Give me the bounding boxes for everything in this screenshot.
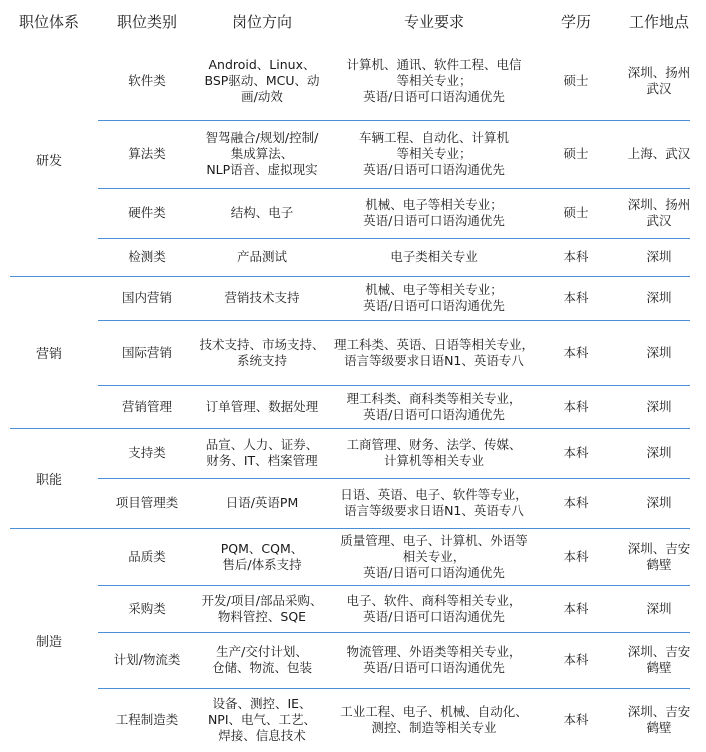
- header-2: 岗位方向: [231, 12, 292, 31]
- row-degree: 本科: [563, 249, 589, 264]
- group-label: 研发: [35, 153, 62, 169]
- row-major: 车辆工程、自动化、计算机 等相关专业； 英语/日语可口语沟通优先: [358, 130, 509, 177]
- row-major: 物流管理、外语类等相关专业， 英语/日语可口语沟通优先: [346, 644, 522, 675]
- row-direction: 生产/交付计划、 仓储、物流、包装: [211, 644, 312, 675]
- row-major: 电子类相关专业: [390, 249, 478, 264]
- row-location: 深圳: [646, 445, 672, 460]
- row-degree: 本科: [563, 495, 589, 510]
- row-location: 深圳、扬州 武汉: [627, 65, 691, 96]
- row-direction: Android、Linux、 BSP驱动、MCU、动 画/动效: [204, 57, 320, 104]
- row-degree: 本科: [563, 712, 589, 727]
- row-location: 深圳、吉安 鹤壁: [627, 644, 691, 675]
- row-category: 工程制造类: [115, 712, 179, 727]
- row-direction: 订单管理、数据处理: [205, 398, 319, 414]
- row-location: 深圳: [646, 290, 672, 305]
- row-degree: 本科: [563, 344, 589, 360]
- row-major: 机械、电子等相关专业； 英语/日语可口语沟通优先: [363, 197, 505, 228]
- row-category: 检测类: [128, 249, 166, 264]
- header-5: 工作地点: [628, 12, 689, 31]
- row-direction: 品宣、人力、证券、 财务、IT、档案管理: [205, 437, 319, 468]
- row-degree: 硕士: [563, 205, 589, 220]
- row-location: 深圳: [646, 398, 672, 414]
- row-direction: 设备、测控、IE、 NPI、电气、工艺、 焊接、信息技术: [207, 696, 317, 743]
- row-location: 深圳: [646, 344, 672, 360]
- row-major: 计算机、通讯、软件工程、电信 等相关专业； 英语/日语可口语沟通优先: [346, 57, 522, 104]
- row-major: 日语、英语、电子、软件等专业， 语言等级要求日语N1、英语专八: [340, 487, 528, 518]
- row-major: 电子、软件、商科等相关专业， 英语/日语可口语沟通优先: [346, 592, 522, 624]
- row-category: 项目管理类: [115, 495, 179, 510]
- group-label: 制造: [35, 634, 62, 650]
- row-category: 软件类: [128, 73, 166, 88]
- group-label: 营销: [35, 346, 62, 362]
- row-category: 国际营销: [121, 344, 172, 360]
- row-direction: 营销技术支持: [224, 290, 300, 305]
- row-direction: 日语/英语PM: [225, 495, 299, 510]
- row-direction: 产品测试: [236, 249, 287, 264]
- row-direction: 技术支持、市场支持、 系统支持: [199, 336, 325, 368]
- row-category: 算法类: [128, 146, 166, 161]
- row-location: 深圳、扬州 武汉: [627, 197, 691, 228]
- row-category: 营销管理: [121, 398, 172, 414]
- row-category: 支持类: [128, 445, 166, 460]
- row-direction: PQM、CQM、 售后/体系支持: [220, 540, 304, 572]
- row-degree: 本科: [563, 398, 589, 414]
- row-location: 深圳: [646, 249, 672, 264]
- row-degree: 硕士: [563, 146, 589, 161]
- header-0: 职位体系: [18, 12, 79, 31]
- header-3: 专业要求: [403, 12, 464, 31]
- header-4: 学历: [560, 12, 591, 31]
- row-location: 上海、武汉: [627, 146, 691, 161]
- row-direction: 结构、电子: [230, 205, 294, 220]
- row-major: 工商管理、财务、法学、传媒、 计算机等相关专业: [346, 437, 522, 468]
- row-degree: 硕士: [563, 73, 589, 88]
- row-location: 深圳、吉安 鹤壁: [627, 704, 691, 735]
- row-location: 深圳: [646, 495, 672, 510]
- row-degree: 本科: [563, 600, 589, 616]
- header-1: 职位类别: [116, 12, 177, 31]
- row-category: 品质类: [128, 548, 166, 564]
- row-major: 理工科类、商科类等相关专业， 英语/日语可口语沟通优先: [346, 390, 522, 422]
- row-major: 机械、电子等相关专业； 英语/日语可口语沟通优先: [363, 282, 505, 313]
- group-label: 职能: [35, 472, 62, 488]
- row-location: 深圳、吉安 鹤壁: [627, 540, 691, 572]
- row-degree: 本科: [563, 652, 589, 667]
- row-category: 硬件类: [128, 205, 166, 220]
- row-category: 计划/物流类: [113, 652, 181, 667]
- row-degree: 本科: [563, 445, 589, 460]
- row-major: 质量管理、电子、计算机、外语等 相关专业， 英语/日语可口语沟通优先: [340, 532, 528, 580]
- row-category: 国内营销: [121, 290, 172, 305]
- row-category: 采购类: [128, 600, 166, 616]
- row-major: 理工科类、英语、日语等相关专业， 语言等级要求日语N1、英语专八: [333, 336, 534, 368]
- row-direction: 智驾融合/规划/控制/ 集成算法、 NLP语音、虚拟现实: [205, 130, 319, 177]
- row-direction: 开发/项目/部品采购、 物料管控、SQE: [201, 592, 323, 624]
- row-location: 深圳: [646, 600, 672, 616]
- row-degree: 本科: [563, 290, 589, 305]
- row-degree: 本科: [563, 548, 589, 564]
- row-major: 工业工程、电子、机械、自动化、 测控、制造等相关专业: [340, 704, 528, 735]
